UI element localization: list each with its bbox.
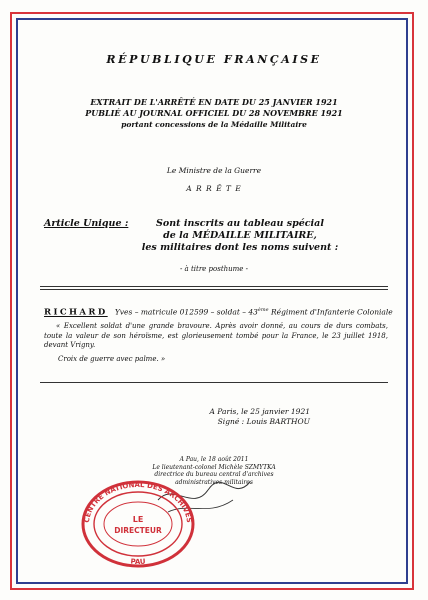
signature-place-date: A Paris, le 25 janvier 1921 [209,407,310,416]
stamp-center-bottom: DIRECTEUR [114,526,162,535]
article-label: Article Unique : [44,218,129,229]
article-text-line-1: Sont inscrits au tableau spécial [156,218,324,229]
certification-role-2: administratives militaires [175,478,253,486]
divider-top-2 [40,289,388,290]
soldier-line [44,307,393,318]
republique-title: RÉPUBLIQUE FRANÇAISE [106,53,322,66]
article-text [90,218,390,254]
signature-block [200,407,310,427]
citation-text: « Excellent soldat d'une grande bravoure. Après avoir donné, au cours de durs combats, toute la valeur de son héroïsme, est glorieusement tombé pour la France, le 23 juillet 1918, devant Vrigny. [44,322,388,349]
croix-de-guerre: Croix de guerre avec palme. » [58,355,166,363]
extract-header [0,97,428,130]
certification-place-date: A Pau, le 18 août 2011 [179,456,249,463]
soldier-details-b: Régiment d'Infanterie Coloniale [268,307,393,317]
divider-bottom [40,382,388,383]
extract-line-3: portant concessions de la Médaille Militaire [121,120,307,129]
soldier-details-a: Yves – matricule 012599 – soldat – 43 [114,307,258,317]
article-text-line-2: de la MÉDAILLE MILITAIRE, [163,230,317,241]
stamp-ring-top: CENTRE NATIONAL DES ARCHIVES [82,480,194,524]
posthume-line: - à titre posthume - [179,265,249,273]
extract-line-2: PUBLIÉ AU JOURNAL OFFICIEL DU 28 NOVEMBRE 1921 [85,108,343,118]
divider-top [40,286,388,287]
arrete-heading: A R R Ê T E [186,184,242,193]
soldier-name: RICHARD [44,307,108,318]
signature-signed: Signé : Louis BARTHOU [217,417,310,426]
certification-role-1: directrice du bureau central d'archives [154,471,274,478]
certification-officer: Le lieutenant-colonel Michèle SZMYTKA [152,463,276,471]
stamp-ring-bottom: PAU [130,557,146,567]
stamp-center-top: LE [132,515,144,524]
soldier-details-sup: ème [257,307,269,313]
official-stamp [79,478,197,570]
extract-line-1: EXTRAIT DE L'ARRÊTÉ EN DATE DU 25 JANVIER 1921 [90,97,338,107]
article-text-line-3: les militaires dont les noms suivent : [141,242,339,253]
minister-line: Le Ministre de la Guerre [166,166,262,175]
